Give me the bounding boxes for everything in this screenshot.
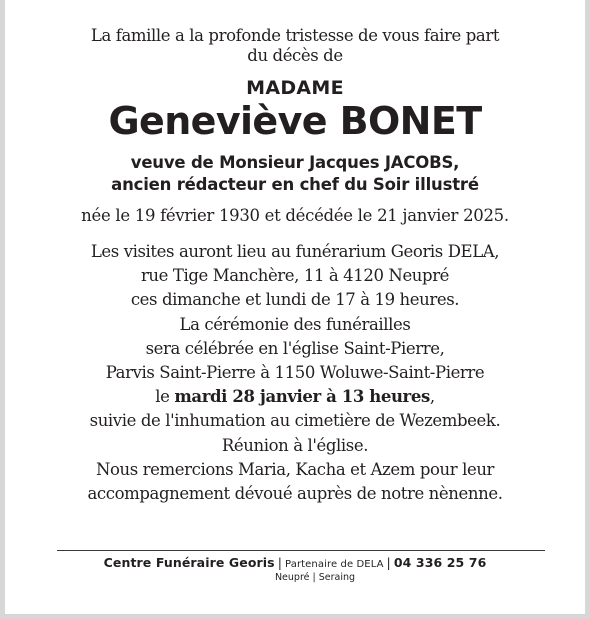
funeral-home-footer [5,555,585,583]
phone-number: 04 336 25 76 [393,555,487,570]
thanks-line-2: accompagnement dévoué auprès de notre nènenne. [87,484,503,504]
widow-line-1: veuve de Monsieur Jacques JACOBS, [130,153,460,172]
ceremony-date-line [5,385,585,409]
footer-main-line [5,555,585,570]
company-name: Centre Funéraire Georis [103,555,275,570]
church-line: sera célébrée en l'église Saint-Pierre, [145,338,445,358]
church-address-line: Parvis Saint-Pierre à 1150 Woluwe-Saint-Pierre [105,363,485,383]
intro-text [5,26,585,66]
ceremony-date-suffix: , [429,387,435,407]
deceased-name: Geneviève BONET [108,99,482,143]
ceremony-details [5,240,585,506]
widow-of-text [5,152,585,196]
ceremony-line: La cérémonie des funérailles [179,314,411,334]
intro-line-2: du décès de [247,46,343,65]
footer-separator-2: | [386,555,391,570]
footer-divider [57,550,545,551]
burial-line: suivie de l'inhumation au cimetière de Wezembeek. [89,411,501,431]
honorific-title: MADAME [246,77,344,99]
visit-hours-line: ces dimanche et lundi de 17 à 19 heures. [130,290,460,310]
reunion-line: Réunion à l'église. [221,435,369,455]
thanks-line-1: Nous remercions Maria, Kacha et Azem pour leur [95,459,495,479]
footer-separator-1: | [277,555,283,570]
partner-label: Partenaire de DELA [285,559,384,570]
intro-line-1: La famille a la profonde tristesse de vous faire part [90,26,500,45]
footer-locations: Neupré | Seraing [274,572,356,583]
widow-line-2: ancien rédacteur en chef du Soir illustré [111,175,479,194]
address-line: rue Tige Manchère, 11 à 4120 Neupré [140,266,450,286]
birth-death-dates: née le 19 février 1930 et décédée le 21 janvier 2025. [81,206,509,225]
ceremony-date-prefix: le [155,387,175,407]
ceremony-date: mardi 28 janvier à 13 heures [174,387,430,407]
visits-line: Les visites auront lieu au funérarium Georis DELA, [90,242,500,261]
